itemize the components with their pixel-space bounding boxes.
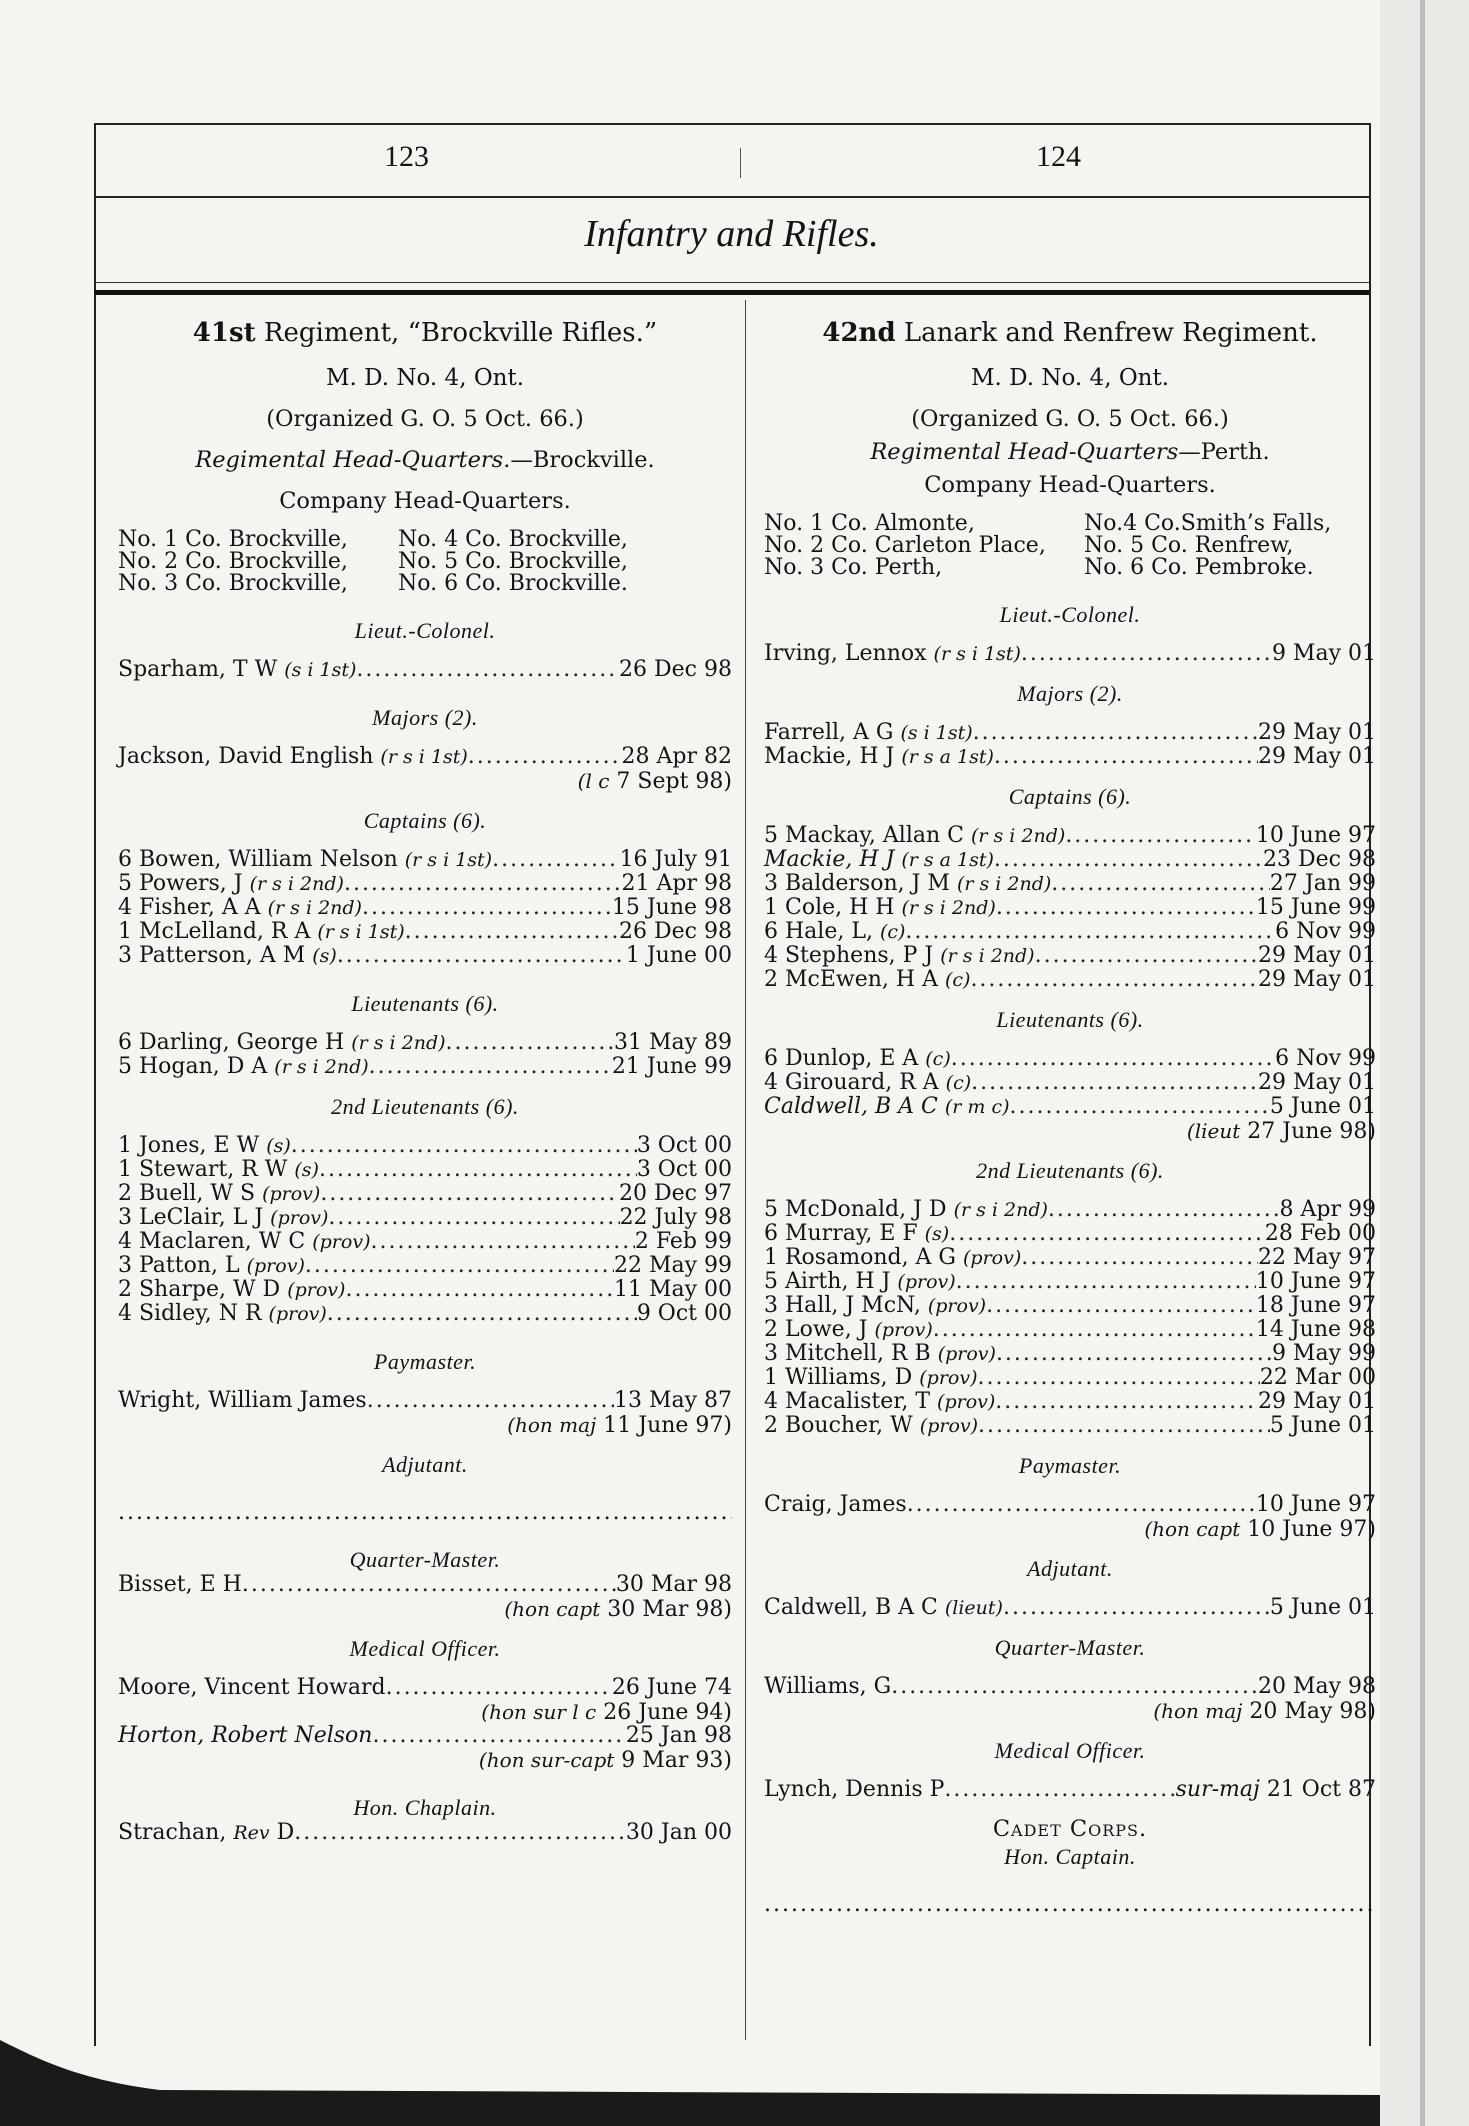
entry-note: (hon capt 30 Mar 98) — [504, 1597, 732, 1622]
regiment-name: Lanark and Renfrew Regiment. — [895, 318, 1318, 348]
header-rule-top — [94, 123, 1369, 125]
regiment-number: 42nd — [822, 318, 896, 348]
section-heading: Adjutant. — [1027, 1556, 1113, 1581]
section-heading: Paymaster. — [1018, 1453, 1122, 1478]
officer-entry: 1 Jones, E W (s) ..... 3 Oct 00 — [118, 1134, 732, 1158]
entry-note: (hon sur l c 26 June 94) — [481, 1700, 732, 1725]
section-heading: Quarter-Master. — [349, 1547, 501, 1572]
header-rule-thick — [94, 290, 1369, 295]
officer-entry: 3 Hall, J McN, (prov) ..... 18 June 97 — [764, 1294, 1376, 1318]
officer-entry: Mackie, H J (r s a 1st) ..... 29 May 01 — [764, 745, 1376, 769]
section-heading: Lieutenants (6). — [996, 1007, 1144, 1032]
officer-entry: Jackson, David English (r s i 1st) ..... 28 Apr 82 — [118, 745, 732, 769]
company-row — [764, 535, 1376, 557]
officer-entry: Bisset, E H ..... 30 Mar 98 — [118, 1573, 732, 1597]
officer-entry: 4 Sidley, N R (prov) ..... 9 Oct 00 — [118, 1302, 732, 1326]
regimental-hq — [118, 447, 732, 474]
officer-entry: 4 Fisher, A A (r s i 2nd) ..... 15 June 98 — [118, 896, 732, 920]
officer-entry: 2 Lowe, J (prov) ..... 14 June 98 — [764, 1318, 1376, 1342]
entry-note: (hon capt 10 June 97) — [1144, 1517, 1376, 1542]
vacant-dotted-line — [118, 1500, 732, 1524]
entry-note: (lieut 27 June 98) — [1186, 1119, 1376, 1144]
section-heading: 2nd Lieutenants (6). — [331, 1094, 519, 1119]
officer-entry: 2 Boucher, W (prov) ..... 5 June 01 — [764, 1414, 1376, 1438]
company-list — [764, 513, 1376, 579]
officer-entry: 3 Mitchell, R B (prov) ..... 9 May 99 — [764, 1342, 1376, 1366]
section-heading: Paymaster. — [373, 1349, 477, 1374]
company-row — [118, 529, 732, 551]
section-heading: Majors (2). — [372, 705, 478, 730]
section-heading: Medical Officer. — [994, 1738, 1146, 1763]
regiment-41st-column — [118, 315, 732, 1845]
entry-note: (hon maj 20 May 98) — [1153, 1699, 1376, 1724]
officer-entry: 6 Dunlop, E A (c) ..... 6 Nov 99 — [764, 1047, 1376, 1071]
officer-entry: Farrell, A G (s i 1st) ..... 29 May 01 — [764, 721, 1376, 745]
company-row — [118, 573, 732, 595]
officer-entry: 4 Maclaren, W C (prov) ..... 2 Feb 99 — [118, 1230, 732, 1254]
company-cell: No. 5 Co. Brockville, — [398, 549, 628, 574]
section-heading: Adjutant. — [382, 1452, 468, 1477]
officer-entry: 4 Macalister, T (prov) ..... 29 May 01 — [764, 1390, 1376, 1414]
officer-entry: 6 Hale, L, (c) ..... 6 Nov 99 — [764, 920, 1376, 944]
company-cell: No. 3 Co. Perth, — [764, 555, 943, 580]
header-rule-thin — [94, 282, 1369, 283]
section-heading: Captains (6). — [363, 808, 487, 833]
officer-entry: Strachan, Rev D ..... 30 Jan 00 — [118, 1821, 732, 1845]
section-title: Infantry and Rifles. — [584, 213, 879, 255]
column-divider — [745, 300, 746, 2040]
organized-note: (Organized G. O. 5 Oct. 66.) — [266, 406, 584, 432]
regimental-hq-value: —Brockville. — [510, 447, 655, 473]
section-heading: Captains (6). — [1008, 784, 1132, 809]
section-heading: Medical Officer. — [349, 1636, 501, 1661]
officer-entry: 2 McEwen, H A (c) ..... 29 May 01 — [764, 968, 1376, 992]
officer-entry: Caldwell, B A C (r m c) ..... 5 June 01 — [764, 1095, 1376, 1119]
military-district: M. D. No. 4, Ont. — [970, 365, 1170, 391]
officer-entry: Craig, James ..... 10 June 97 — [764, 1493, 1376, 1517]
officer-entry: 1 McLelland, R A (r s i 1st) ..... 26 Dec 98 — [118, 920, 732, 944]
company-cell: No. 5 Co. Renfrew, — [1084, 533, 1294, 558]
page-number-right: 124 — [1036, 140, 1081, 173]
section-heading: Lieut.-Colonel. — [354, 618, 496, 643]
section-heading: 2nd Lieutenants (6). — [976, 1158, 1164, 1183]
officer-entry: Moore, Vincent Howard ..... 26 June 74 — [118, 1676, 732, 1700]
entry-note: (hon maj 11 June 97) — [507, 1413, 732, 1438]
section-heading: Lieutenants (6). — [351, 991, 499, 1016]
company-cell: No. 6 Co. Brockville. — [398, 571, 628, 596]
officer-entry: 3 Patterson, A M (s) ..... 1 June 00 — [118, 944, 732, 968]
company-cell: No. 6 Co. Pembroke. — [1084, 555, 1314, 580]
company-hq-heading: Company Head-Quarters. — [924, 472, 1216, 498]
officer-entry: Lynch, Dennis P ..... sur-maj 21 Oct 87 — [764, 1778, 1376, 1802]
vacant-dotted-line — [764, 1892, 1376, 1916]
officer-entry: 3 Balderson, J M (r s i 2nd) ..... 27 Jan 99 — [764, 872, 1376, 896]
regimental-hq — [764, 439, 1376, 466]
entry-note: (l c 7 Sept 98) — [577, 769, 732, 794]
officer-entry: Caldwell, B A C (lieut) ..... 5 June 01 — [764, 1596, 1376, 1620]
officer-entry: 1 Williams, D (prov) ..... 22 Mar 00 — [764, 1366, 1376, 1390]
officer-entry: 1 Rosamond, A G (prov) ..... 22 May 97 — [764, 1246, 1376, 1270]
military-district: M. D. No. 4, Ont. — [325, 365, 525, 391]
officer-entry: 4 Girouard, R A (c) ..... 29 May 01 — [764, 1071, 1376, 1095]
company-list — [118, 529, 732, 595]
regiment-title — [118, 315, 732, 351]
officer-entry: Wright, William James ..... 13 May 87 — [118, 1389, 732, 1413]
company-cell: No.4 Co.Smith’s Falls, — [1084, 511, 1332, 536]
company-cell: No. 1 Co. Almonte, — [764, 511, 975, 536]
officer-entry: Sparham, T W (s i 1st) ..... 26 Dec 98 — [118, 658, 732, 682]
officer-entry: 3 LeClair, L J (prov) ..... 22 July 98 — [118, 1206, 732, 1230]
officer-entry: Irving, Lennox (r s i 1st) ..... 9 May 01 — [764, 642, 1376, 666]
officer-entry: 5 Airth, H J (prov) ..... 10 June 97 — [764, 1270, 1376, 1294]
section-heading: Lieut.-Colonel. — [999, 602, 1141, 627]
regiment-title — [764, 315, 1376, 351]
regiment-name: Regiment, “Brockville Rifles.” — [255, 318, 658, 348]
officer-entry: 6 Darling, George H (r s i 2nd) ..... 31 May 89 — [118, 1031, 732, 1055]
company-row — [118, 551, 732, 573]
officer-entry: 5 Mackay, Allan C (r s i 2nd) ..... 10 June 97 — [764, 824, 1376, 848]
company-cell: No. 2 Co. Brockville, — [118, 549, 348, 574]
officer-entry: 6 Bowen, William Nelson (r s i 1st) ..... 16 July 91 — [118, 848, 732, 872]
regiment-42nd-column — [764, 315, 1376, 1916]
officer-entry: 1 Cole, H H (r s i 2nd) ..... 15 June 99 — [764, 896, 1376, 920]
regimental-hq-value: —Perth. — [1178, 439, 1270, 465]
company-cell: No. 4 Co. Brockville, — [398, 527, 628, 552]
header-rule-middle — [94, 196, 1369, 198]
section-heading: Quarter-Master. — [994, 1635, 1146, 1660]
cadet-corps-heading: Cadet Corps. — [992, 1816, 1148, 1842]
officer-entry: 3 Patton, L (prov) ..... 22 May 99 — [118, 1254, 732, 1278]
officer-entry: 4 Stephens, P J (r s i 2nd) ..... 29 May 01 — [764, 944, 1376, 968]
company-cell: No. 1 Co. Brockville, — [118, 527, 348, 552]
officer-entry: 2 Buell, W S (prov) ..... 20 Dec 97 — [118, 1182, 732, 1206]
officer-entry: 5 McDonald, J D (r s i 2nd) ..... 8 Apr 99 — [764, 1198, 1376, 1222]
officer-entry: Williams, G ..... 20 May 98 — [764, 1675, 1376, 1699]
page-number-left: 123 — [384, 140, 429, 173]
page-number-divider — [740, 148, 741, 178]
entry-note: (hon sur-capt 9 Mar 93) — [478, 1748, 732, 1773]
regiment-number: 41st — [192, 318, 256, 348]
company-hq-heading: Company Head-Quarters. — [279, 488, 571, 514]
company-row — [764, 513, 1376, 535]
regimental-hq-label: Regimental Head-Quarters. — [195, 447, 511, 473]
officer-entry: 2 Sharpe, W D (prov) ..... 11 May 00 — [118, 1278, 732, 1302]
officer-entry: 6 Murray, E F (s) ..... 28 Feb 00 — [764, 1222, 1376, 1246]
company-cell: No. 3 Co. Brockville, — [118, 571, 348, 596]
section-heading: Majors (2). — [1017, 681, 1123, 706]
officer-entry: 5 Powers, J (r s i 2nd) ..... 21 Apr 98 — [118, 872, 732, 896]
regimental-hq-label: Regimental Head-Quarters — [870, 439, 1179, 465]
officer-entry: 5 Hogan, D A (r s i 2nd) ..... 21 June 99 — [118, 1055, 732, 1079]
company-row — [764, 557, 1376, 579]
organized-note: (Organized G. O. 5 Oct. 66.) — [911, 406, 1229, 432]
officer-entry: Horton, Robert Nelson ..... 25 Jan 98 — [118, 1724, 732, 1748]
section-heading: Hon. Chaplain. — [353, 1795, 497, 1820]
officer-entry: Mackie, H J (r s a 1st) ..... 23 Dec 98 — [764, 848, 1376, 872]
officer-entry: 1 Stewart, R W (s) ..... 3 Oct 00 — [118, 1158, 732, 1182]
company-cell: No. 2 Co. Carleton Place, — [764, 533, 1046, 558]
section-heading: Hon. Captain. — [1004, 1844, 1136, 1869]
